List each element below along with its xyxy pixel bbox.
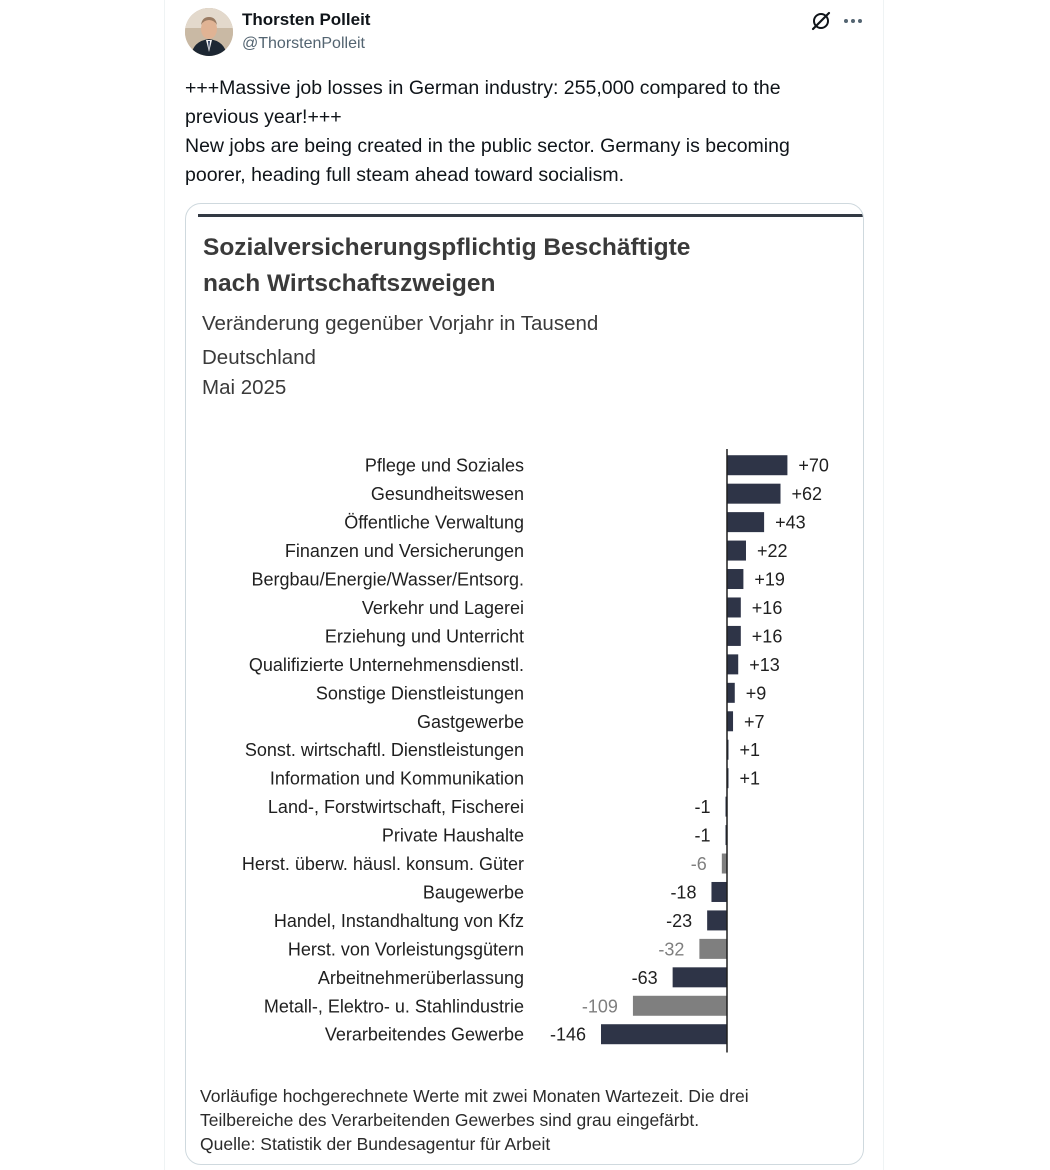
chart-region: Deutschland xyxy=(202,346,316,369)
category-label: Gesundheitswesen xyxy=(370,484,524,505)
chart-title-line: Sozialversicherungspflichtig Beschäftigte xyxy=(203,234,691,261)
value-label: +19 xyxy=(754,569,785,590)
bar xyxy=(727,711,733,731)
bar xyxy=(722,854,727,874)
value-label: +13 xyxy=(749,654,780,675)
more-button[interactable] xyxy=(840,8,866,34)
category-label: Erziehung und Unterricht xyxy=(324,626,524,647)
bar xyxy=(601,1024,727,1044)
bar xyxy=(727,484,781,504)
chart-footnote xyxy=(200,1084,749,1156)
value-label: +70 xyxy=(798,455,829,476)
post-text-line: +++Massive job losses in German industry: 255,000 compared to the xyxy=(185,77,781,99)
value-label: +16 xyxy=(751,597,783,618)
post[interactable] xyxy=(165,0,883,1170)
bar-chart xyxy=(186,204,863,1074)
post-text-line: previous year!+++ xyxy=(185,106,342,128)
category-label: Metall-, Elektro- u. Stahlindustrie xyxy=(263,996,524,1017)
category-label: Herst. von Vorleistungsgütern xyxy=(287,939,524,960)
value-label: -32 xyxy=(658,939,685,960)
bar xyxy=(727,683,735,703)
value-label: -1 xyxy=(694,825,711,846)
category-label: Öffentliche Verwaltung xyxy=(344,512,524,533)
value-label: +62 xyxy=(791,484,823,505)
value-label: -23 xyxy=(666,910,693,931)
avatar[interactable] xyxy=(185,8,233,56)
chart-date: Mai 2025 xyxy=(202,376,287,399)
category-label: Verkehr und Lagerei xyxy=(361,597,524,618)
category-label: Private Haushalte xyxy=(381,825,524,846)
bar xyxy=(711,882,727,902)
category-label: Baugewerbe xyxy=(422,882,524,903)
bar xyxy=(727,597,741,617)
chart-footnote-line: Quelle: Statistik der Bundesagentur für Arbeit xyxy=(200,1134,551,1154)
category-label: Handel, Instandhaltung von Kfz xyxy=(273,910,524,931)
bar xyxy=(673,967,727,987)
post-text-line: poorer, heading full steam ahead toward socialism. xyxy=(185,164,624,186)
post-text-line: New jobs are being created in the public sector. Germany is becoming xyxy=(185,135,790,157)
chart-footnote-line: Vorläufige hochgerechnete Werte mit zwei Monaten Wartezeit. Die drei xyxy=(200,1086,749,1106)
chart-subtitle: Veränderung gegenüber Vorjahr in Tausend xyxy=(202,312,599,335)
value-label: -146 xyxy=(549,1024,587,1045)
value-label: -1 xyxy=(694,797,711,818)
bar xyxy=(727,455,787,475)
value-label: +22 xyxy=(756,541,788,562)
category-label: Finanzen und Versicherungen xyxy=(284,541,524,562)
more-icon xyxy=(840,8,866,34)
bar xyxy=(633,996,727,1016)
bar xyxy=(727,569,743,589)
category-label: Bergbau/Energie/Wasser/Entsorg. xyxy=(251,569,524,590)
category-label: Qualifizierte Unternehmensdienstl. xyxy=(248,654,524,675)
author-handle[interactable]: @ThorstenPolleit xyxy=(242,35,365,52)
bar xyxy=(727,626,741,646)
value-label: +7 xyxy=(744,711,765,732)
author-name[interactable]: Thorsten Polleit xyxy=(242,10,371,29)
value-label: -6 xyxy=(690,854,707,875)
value-label: +9 xyxy=(745,683,767,704)
value-label: +1 xyxy=(739,740,761,761)
grok-icon xyxy=(808,8,834,34)
chart-footnote-line: Teilbereiche des Verarbeitenden Gewerbes sind grau eingefärbt. xyxy=(200,1110,700,1130)
category-label: Arbeitnehmerüberlassung xyxy=(317,967,524,988)
timeline-border-right xyxy=(883,0,884,1170)
bar xyxy=(699,939,727,959)
category-label: Sonst. wirtschaftl. Dienstleistungen xyxy=(244,740,524,761)
category-label: Information und Kommunikation xyxy=(269,768,524,789)
value-label: +43 xyxy=(775,512,806,533)
bar xyxy=(727,654,738,674)
value-label: -109 xyxy=(581,996,618,1017)
category-label: Herst. überw. häusl. konsum. Güter xyxy=(241,854,524,875)
value-label: -63 xyxy=(631,967,658,988)
value-label: +1 xyxy=(739,768,761,789)
post-text xyxy=(185,74,865,190)
category-label: Verarbeitendes Gewerbe xyxy=(324,1024,524,1045)
bar xyxy=(727,541,746,561)
post-media-chart[interactable] xyxy=(185,203,864,1165)
category-label: Pflege und Soziales xyxy=(364,455,524,476)
chart-title-line: nach Wirtschaftszweigen xyxy=(203,270,496,297)
grok-button[interactable] xyxy=(808,8,834,34)
category-label: Land-, Forstwirtschaft, Fischerei xyxy=(267,797,524,818)
bar xyxy=(727,512,764,532)
value-label: +16 xyxy=(751,626,783,647)
value-label: -18 xyxy=(670,882,697,903)
category-label: Sonstige Dienstleistungen xyxy=(315,683,524,704)
category-label: Gastgewerbe xyxy=(416,711,524,732)
bar xyxy=(707,910,727,930)
